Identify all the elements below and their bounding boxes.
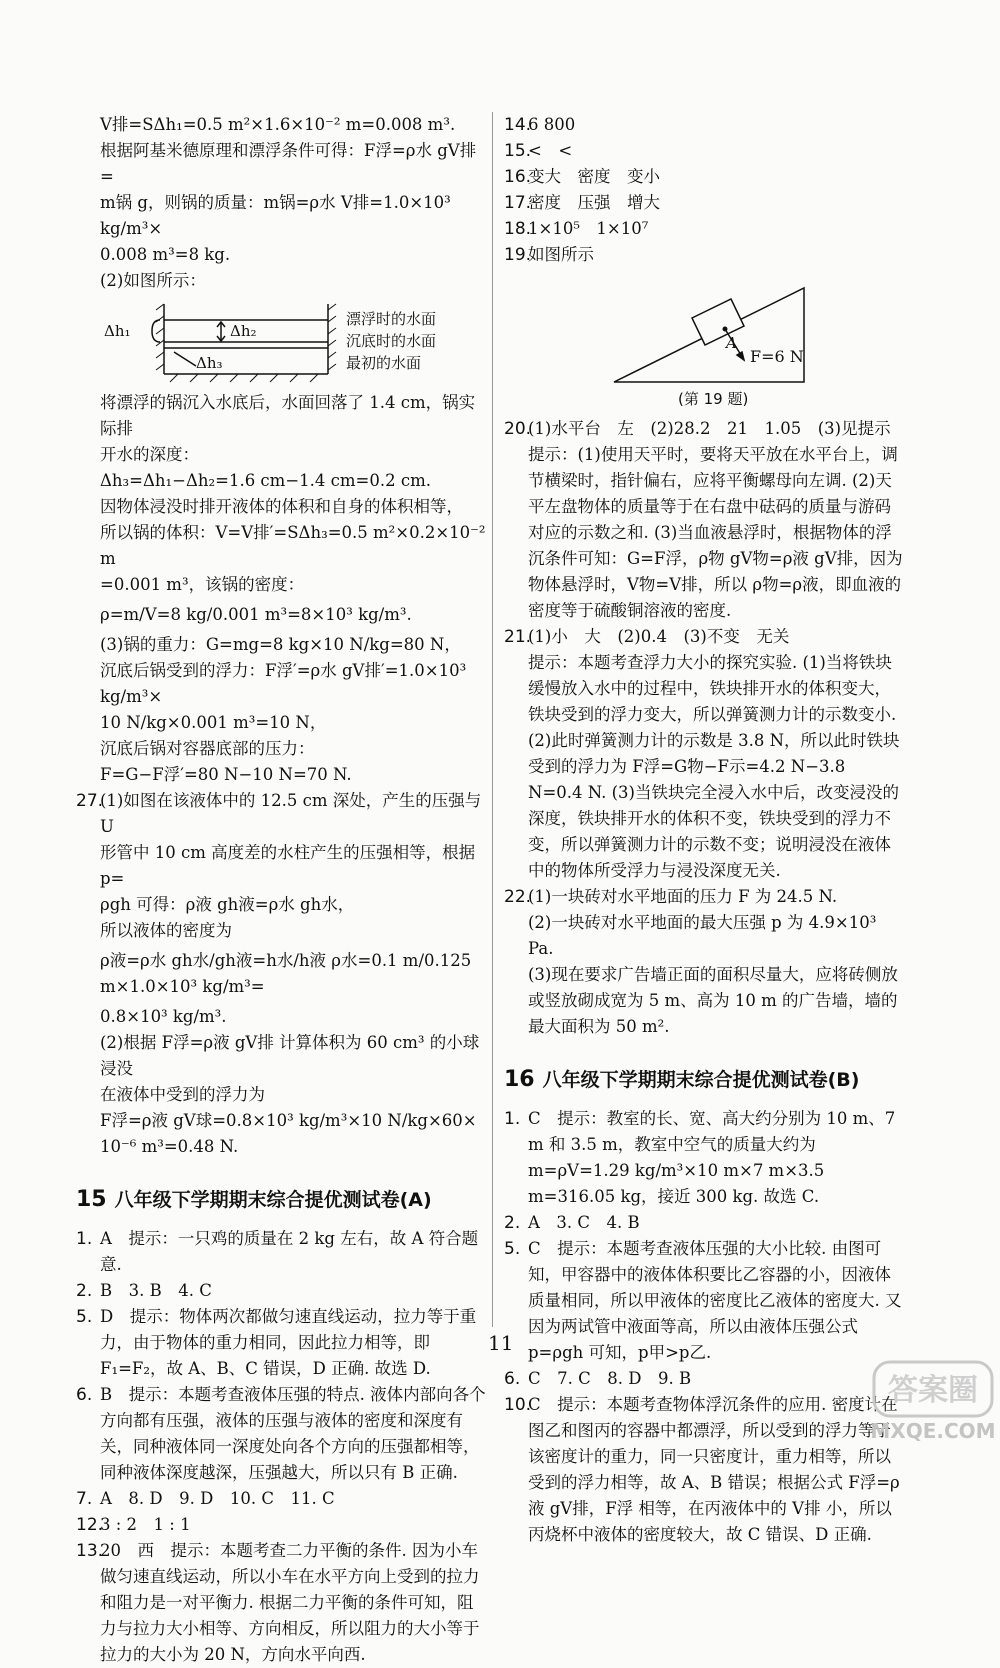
answer-text: 变大 密度 变小: [528, 167, 660, 186]
answer-item: [76, 1382, 488, 1486]
text-line: ρgh 可得：ρ液 gh液=ρ水 gh水，: [100, 895, 355, 914]
answer-text: 3 : 2 1 : 1: [100, 1515, 191, 1534]
answer-item: [504, 138, 904, 164]
answer-item: [76, 1538, 488, 1668]
section-number: 16: [504, 1067, 535, 1092]
text-line: V排=SΔh₁=0.5 m²×1.6×10⁻² m=0.008 m³.: [100, 115, 456, 134]
answer-number: 19.: [504, 245, 532, 265]
answer-item: [504, 624, 904, 884]
answer-number: 17.: [504, 193, 532, 213]
text-line: 0.008 m³=8 kg.: [100, 245, 231, 264]
answer-text: C 提示：本题考查液体压强的大小比较. 由图可知，甲容器中的液体体积要比乙容器的小，因液体质量相同，所以甲液体的密度比乙液体的密度大. 又因为两试管中液面等高，所以由液体压强公式 p=ρgh 可知，p甲>p乙.: [528, 1239, 902, 1362]
answer-item: [76, 1278, 488, 1304]
answer-item: [504, 1236, 904, 1366]
answer-number: 6.: [504, 1369, 521, 1389]
answer-text: 1×10⁵ 1×10⁷: [528, 219, 649, 238]
answer-item: [504, 1392, 904, 1548]
answer-number: 12.: [76, 1515, 104, 1535]
answer-number: 5.: [504, 1239, 521, 1259]
section-heading-15: [76, 1180, 488, 1220]
text-line: (3)锅的重力：G=mg=8 kg×10 N/kg=80 N，: [100, 635, 461, 654]
answer-text: D 提示：物体两次都做匀速直线运动，拉力等于重力，由于物体的重力相同，因此拉力相等，即 F₁=F₂，故 A、B、C 错误，D 正确. 故选 D.: [100, 1307, 477, 1378]
text-line: Δh₃=Δh₁−Δh₂=1.6 cm−1.4 cm=0.2 cm.: [100, 471, 431, 490]
answer-text: (1)一块砖对水平地面的压力 F 为 24.5 N. (2)一块砖对水平地面的最大压强 p 为 4.9×10³ Pa. (3)现在要求广告墙正面的面积尽量大，应将砖侧放或竖放砌成宽为 5 m、高为 10 m 的广告墙，墙的最大面积为 50 m².: [528, 887, 898, 1036]
answer-text: 6 800: [528, 115, 576, 134]
answer-text: B 提示：本题考查液体压强的特点. 液体内部向各个方向都有压强，液体的压强与液体的密度和深度有关，同种液体同一深度处向各个方向的压强都相等，同种液体深度越深，压强越大，所以只有 B 正确.: [100, 1385, 486, 1482]
answer-text: A 3. C 4. B: [528, 1213, 640, 1232]
answer-item: [504, 1366, 904, 1392]
initial-level-label: 最初的水面: [346, 354, 422, 372]
left-column: [76, 112, 491, 1668]
answer-item: [504, 242, 904, 268]
text-line: (2)如图所示：: [100, 271, 206, 290]
text-line: 10⁻⁶ m³=0.48 N.: [100, 1137, 239, 1156]
text-line: 在液体中受到的浮力为: [100, 1085, 265, 1104]
answer-text: C 7. C 8. D 9. B: [528, 1369, 692, 1388]
dh1-label: Δh₁: [104, 322, 131, 340]
dh2-label: Δh₂: [230, 322, 257, 340]
answer-number: 21.: [504, 627, 532, 647]
answer-number: 15.: [504, 141, 532, 161]
watermark-logo: [868, 1358, 998, 1444]
answer-number: 22.: [504, 887, 532, 907]
answer-text: 如图所示: [528, 245, 594, 264]
answer-number: 1.: [76, 1229, 93, 1249]
incline-force-figure: [504, 270, 904, 412]
watermark-text-bottom: MXQE.COM: [870, 1419, 996, 1443]
text-line: 沉底后锅对容器底部的压力：: [100, 739, 315, 758]
section-heading-16: [504, 1060, 904, 1100]
answer-text: C 提示：教室的长、宽、高大约分别为 10 m、7 m 和 3.5 m，教室中空气的质量大约为 m=ρV=1.29 kg/m³×10 m×7 m×3.5 m=316.05 kg，接近 300 kg. 故选 C.: [528, 1109, 901, 1206]
answer-item: [504, 884, 904, 1040]
text-line: 0.8×10³ kg/m³.: [100, 1007, 227, 1026]
answer-item: [504, 112, 904, 138]
answer-number: 2.: [504, 1213, 521, 1233]
formula-line: ρ=m/V=8 kg/0.001 m³=8×10³ kg/m³.: [100, 605, 412, 624]
text-line: (2)根据 F浮=ρ液 gV排 计算体积为 60 cm³ 的小球浸没: [100, 1033, 480, 1078]
point-a-dot: [723, 327, 728, 332]
answer-text: C 提示：本题考查物体浮沉条件的应用. 密度计在图乙和图丙的容器中都漂浮，所以受到的浮力等于该密度计的重力，同一只密度计，重力相等，所以受到的浮力相等，故 A、B 错误；根据公式 F浮=ρ液 gV排，F浮 相等，在丙液体中的 V排 小，所以丙烧杯中液体的密度较大，故 C 错误、D 正确.: [528, 1395, 900, 1544]
text-line: 所以锅的体积：V=V排′=SΔh₃=0.5 m²×0.2×10⁻² m: [100, 523, 491, 568]
column-divider: [492, 112, 493, 1327]
answer-item: [76, 1226, 488, 1278]
answer-number: 5.: [76, 1307, 93, 1327]
answer-number: 13.: [76, 1541, 104, 1561]
answer-item: [76, 1304, 488, 1382]
answer-text: (1)小 大 (2)0.4 (3)不变 无关 提示：本题考查浮力大小的探究实验. (1)当将铁块缓慢放入水中的过程中，铁块排开水的体积变大，铁块受到的浮力变大，所以弹簧测力计的示数变小. (2)此时弹簧测力计的示数是 3.8 N，所以此时铁块受到的浮力为 F浮=G物−F示=4.2 N−3.8 N=0.4 N. (3)当铁块完全浸入水中后，改变浸没的深度，铁块排开水的体积不变，铁块受到的浮力不变，所以弹簧测力计的示数不变；说明浸没在液体中的物体所受浮力与浸没深度无关.: [528, 627, 900, 880]
formula-line: ρ液=ρ水 gh水/gh液=h水/h液 ρ水=0.1 m/0.125 m×1.0×10³ kg/m³=: [100, 951, 477, 996]
section-number: 15: [76, 1187, 107, 1212]
text-line: F=G−F浮′=80 N−10 N=70 N.: [100, 765, 352, 784]
text-line: 形管中 10 cm 高度差的水柱产生的压强相等，根据 p=: [100, 843, 481, 888]
right-column: [504, 112, 904, 1548]
answer-text: < <: [528, 141, 573, 160]
text-line: F浮=ρ液 gV球=0.8×10³ kg/m³×10 N/kg×60×: [100, 1111, 477, 1130]
answer-item: [504, 1210, 904, 1236]
answer-item: [504, 416, 904, 624]
answer-text: B 3. B 4. C: [100, 1281, 212, 1300]
answer-item: [504, 190, 904, 216]
page-number: 11: [488, 1331, 514, 1355]
text-line: 根据阿基米德原理和漂浮条件可得：F浮=ρ水 gV排=: [100, 141, 477, 186]
text-line: =0.001 m³，该锅的密度：: [100, 575, 305, 594]
watermark-text-top: 答案圈: [888, 1373, 978, 1408]
answer-number: 14.: [504, 115, 532, 135]
point-a-label: A: [726, 334, 737, 352]
text-line: (1)如图在该液体中的 12.5 cm 深处，产生的压强与 U: [100, 791, 487, 836]
answer-number: 18.: [504, 219, 532, 239]
answer-item: [76, 1486, 488, 1512]
answer-number: 10.: [504, 1395, 532, 1415]
dh3-label: Δh₃: [196, 354, 223, 372]
answer-number: 1.: [504, 1109, 521, 1129]
answer-number: 6.: [76, 1385, 93, 1405]
answer-text: (1)水平台 左 (2)28.2 21 1.05 (3)见提示 提示：(1)使用天平时，要将天平放在水平台上，调节横梁时，指针偏右，应将平衡螺母向左调. (2)天平左盘物体的质量等于在右盘中砝码的质量与游码对应的示数之和. (3)当血液悬浮时，根据物体的浮沉条件可知：G=F浮，ρ物 gV物=ρ液 gV排，因为物体悬浮时，V物=V排，所以 ρ物=ρ液，即血液的密度等于硫酸铜溶液的密度.: [528, 419, 903, 620]
text-line: 开水的深度：: [100, 445, 199, 464]
float-level-label: 漂浮时的水面: [346, 310, 437, 328]
answer-text: A 8. D 9. D 10. C 11. C: [100, 1489, 335, 1508]
text-line: 将漂浮的锅沉入水底后，水面回落了 1.4 cm，锅实际排: [100, 393, 476, 438]
question-number: 27.: [76, 791, 104, 811]
answer-item: [504, 216, 904, 242]
answer-number: 16.: [504, 167, 532, 187]
answer-item: [76, 1512, 488, 1538]
answer-number: 20.: [504, 419, 532, 439]
text-line: 沉底后锅受到的浮力：F浮′=ρ水 gV排′=1.0×10³ kg/m³×: [100, 661, 472, 706]
water-level-figure: [100, 296, 512, 388]
answer-item: [504, 1106, 904, 1210]
section-title: 八年级下学期期末综合提优测试卷(B): [542, 1069, 860, 1091]
force-label: F=6 N: [750, 347, 804, 366]
text-line: 10 N/kg×0.001 m³=10 N，: [100, 713, 327, 732]
text-line: 所以液体的密度为: [100, 921, 232, 940]
text-line: 因物体浸没时排开液体的体积和自身的体积相等，: [100, 497, 463, 516]
question-27: [76, 788, 488, 1160]
answer-text: 密度 压强 增大: [528, 193, 660, 212]
answer-number: 7.: [76, 1489, 93, 1509]
section-title: 八年级下学期期末综合提优测试卷(A): [114, 1189, 432, 1211]
answer-text: 20 西 提示：本题考查二力平衡的条件. 因为小车做匀速直线运动，所以小车在水平方向上受到的拉力和阻力是一对平衡力. 根据二力平衡的条件可知，阻力与拉力大小相等、方向相反，所以阻力的大小等于拉力的大小为 20 N，方向水平向西.: [100, 1541, 480, 1664]
answer-item: [504, 164, 904, 190]
answer-text: A 提示：一只鸡的质量在 2 kg 左右，故 A 符合题意.: [100, 1229, 479, 1274]
answer-number: 2.: [76, 1281, 93, 1301]
figure-caption: (第 19 题): [678, 390, 749, 408]
sink-level-label: 沉底时的水面: [346, 332, 437, 350]
text-line: m锅 g，则锅的质量：m锅=ρ水 V排=1.0×10³ kg/m³×: [100, 193, 457, 238]
